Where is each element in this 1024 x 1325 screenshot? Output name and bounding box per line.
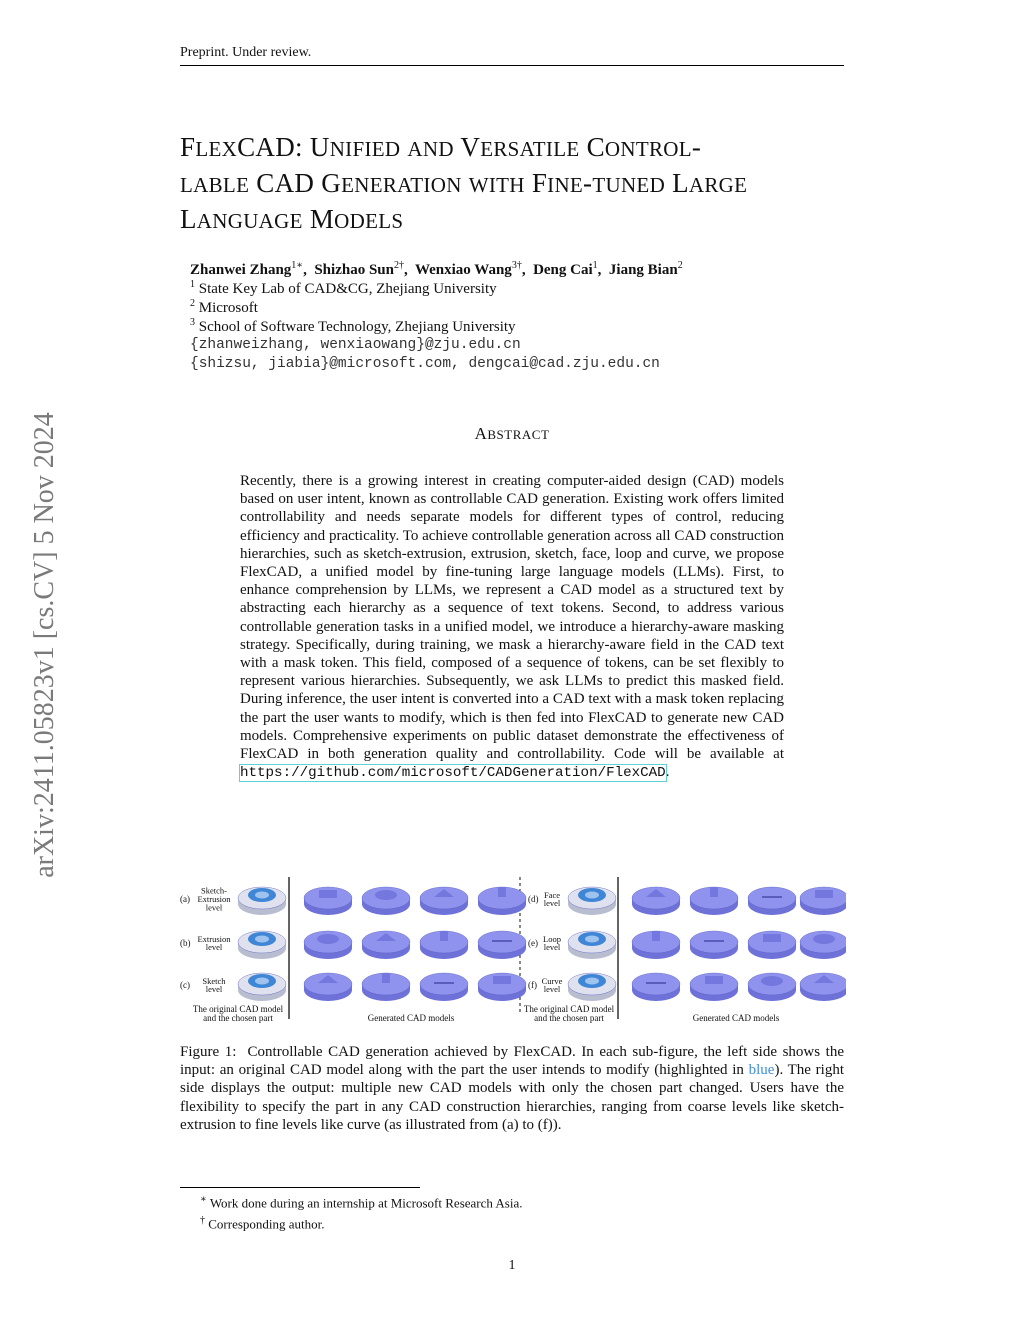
running-header: Preprint. Under review. bbox=[180, 45, 312, 60]
title-line-1: FLEXCAD: UNIFIED AND VERSATILE CONTROL- bbox=[180, 132, 702, 162]
generated-cad-model bbox=[304, 973, 352, 1001]
title-line-3: LANGUAGE MODELS bbox=[180, 204, 404, 234]
generated-cad-model bbox=[690, 887, 738, 915]
generated-cad-model bbox=[420, 887, 468, 915]
generated-cad-model bbox=[420, 931, 468, 959]
affiliation-2: $^2$ Microsoft bbox=[190, 298, 258, 316]
author: Shizhao Sun$^{2\dagger}$, bbox=[314, 260, 415, 278]
generated-cad-model bbox=[800, 973, 846, 1001]
generated-caption-left: Generated CAD models bbox=[367, 1013, 455, 1023]
generated-cad-model bbox=[478, 973, 526, 1001]
subfigure-letter: (c) bbox=[180, 980, 190, 990]
footnotes bbox=[200, 1191, 523, 1234]
figure-1 bbox=[178, 873, 846, 1025]
author: Wenxiao Wang$^{3\dagger}$, bbox=[414, 260, 534, 278]
subfigure-label-line: level bbox=[543, 984, 561, 995]
subfigure-label-line: Extrusion bbox=[197, 933, 231, 944]
page-number: 1 bbox=[508, 1258, 516, 1273]
original-cad-model bbox=[568, 973, 616, 1001]
subfigure-label-line: level bbox=[205, 942, 223, 953]
original-cad-model bbox=[238, 887, 286, 915]
subfigure-letter: (d) bbox=[528, 894, 539, 904]
subfigure-letter: (e) bbox=[528, 938, 538, 948]
subfigure-label-line: Sketch bbox=[202, 975, 226, 986]
original-caption-line-1: The original CAD model bbox=[192, 1004, 284, 1014]
original-cad-model bbox=[568, 887, 616, 915]
header-rule bbox=[180, 65, 844, 66]
subfigure-label-line: Curve bbox=[541, 975, 563, 986]
original-cad-model bbox=[238, 973, 286, 1001]
subfigure-label-line: level bbox=[205, 984, 223, 995]
subfigure-label-line: level bbox=[543, 942, 561, 953]
abstract-body: Recently, there is a growing interest in creating computer-aided design (CAD) models based on user intent, known as controllable CAD generation. Existing work offers limited controllability and needs separate models for different types of control, reducing efficiency and practicality. To achieve controllable generation across all CAD construction hierarchies, such as sketch-extrusion, extrusion, sketch, face, loop and curve, we propose FlexCAD, a unified model by fine-tuning large language models (LLMs). First, to enhance comprehension by LLMs, we represent a CAD model as a structured text by abstracting each hierarchy as a sequence of text tokens. Second, to address various controllable generation tasks in a unified model, we introduce a hierarchy-aware masking strategy. Specifically, during training, we mask a hierarchy-aware field in the CAD text with a mask token. This field, composed of a sequence of tokens, can be set flexibly to represent various hierarchies. Subsequently, we ask LLMs to predict this masked field. During inference, the user intent is converted into a CAD text with a mask token replacing the part the user wants to modify, which is then fed into FlexCAD to generate new CAD models. Comprehensive experiments on public dataset demonstrate the effectiveness of FlexCAD in both generation quality and controllability. Code will be available at https://github.com/microsoft/CADGeneration/FlexCAD. bbox=[240, 473, 784, 782]
generated-cad-model bbox=[304, 887, 352, 915]
subfigure-letter: (a) bbox=[180, 894, 190, 904]
generated-cad-model bbox=[362, 931, 410, 959]
generated-cad-model bbox=[632, 887, 680, 915]
generated-cad-model bbox=[632, 931, 680, 959]
generated-cad-model bbox=[748, 973, 796, 1001]
paper-title bbox=[180, 130, 844, 238]
arxiv-stamp: arXiv:2411.05823v1 [cs.CV] 5 Nov 2024 bbox=[29, 412, 60, 878]
generated-cad-model bbox=[800, 887, 846, 915]
abstract-heading: ABSTRACT bbox=[474, 424, 550, 443]
author: Jiang Bian$^2$ bbox=[608, 260, 683, 278]
subfigure-label-line: level bbox=[543, 898, 561, 909]
original-caption-right-line-1: The original CAD model bbox=[523, 1004, 615, 1014]
generated-cad-model bbox=[632, 973, 680, 1001]
original-cad-model bbox=[568, 931, 616, 959]
generated-cad-model bbox=[748, 931, 796, 959]
affiliation-1: $^1$ State Key Lab of CAD&CG, Zhejiang University bbox=[190, 279, 497, 297]
generated-cad-model bbox=[362, 973, 410, 1001]
generated-cad-model bbox=[690, 973, 738, 1001]
original-caption-line-2: and the chosen part bbox=[203, 1013, 273, 1023]
original-cad-model bbox=[238, 931, 286, 959]
generated-cad-model bbox=[304, 931, 352, 959]
original-caption-right-line-2: and the chosen part bbox=[534, 1013, 604, 1023]
email-line-1: {zhanweizhang, wenxiaowang}@zju.edu.cn bbox=[190, 337, 521, 353]
subfigure-label-line: Face bbox=[543, 889, 561, 900]
subfigure-label-line: Loop bbox=[543, 933, 561, 944]
generated-cad-model bbox=[478, 887, 526, 915]
subfigure-letter: (b) bbox=[180, 938, 191, 948]
affiliation-3: $^3$ School of Software Technology, Zhejiang University bbox=[190, 317, 516, 335]
subfigure-label-line: Extrusion bbox=[197, 894, 231, 904]
generated-caption-right: Generated CAD models bbox=[692, 1013, 780, 1023]
subfigure-letter: (f) bbox=[528, 980, 537, 990]
title-line-2: LABLE CAD GENERATION WITH FINE-TUNED LARGE bbox=[180, 168, 748, 198]
generated-cad-model bbox=[748, 887, 796, 915]
generated-cad-model bbox=[478, 931, 526, 959]
author: Deng Cai$^1$, bbox=[533, 260, 609, 278]
author-list bbox=[190, 260, 683, 279]
footnote-rule bbox=[180, 1187, 420, 1188]
footnote-2: † Corresponding author. bbox=[200, 1215, 325, 1232]
generated-cad-model bbox=[362, 887, 410, 915]
generated-cad-model bbox=[690, 931, 738, 959]
generated-cad-model bbox=[420, 973, 468, 1001]
subfigure-label-line: Sketch- bbox=[201, 885, 227, 896]
author: Zhanwei Zhang$^{1∗}$, bbox=[190, 260, 315, 278]
subfigure-label-line: level bbox=[205, 902, 223, 913]
generated-cad-model bbox=[800, 931, 846, 959]
figure-caption: Figure 1: Controllable CAD generation achieved by FlexCAD. In each sub-figure, the left side shows the input: an original CAD model along with the part the user intends to modify (highlighted in blue). The right side displays the output: multiple new CAD models with only the chosen part changed. Users have the flexibility to specify the part in any CAD construction hierarchies, ranging from coarse levels like sketch-extrusion to fine levels like curve (as illustrated from (a) to (f)). bbox=[180, 1044, 844, 1133]
footnote-1: ∗ Work done during an internship at Microsoft Research Asia. bbox=[200, 1194, 523, 1211]
email-line-2: {shizsu, jiabia}@microsoft.com, dengcai@cad.zju.edu.cn bbox=[190, 356, 660, 372]
caption-blue-word: blue bbox=[748, 1062, 775, 1079]
code-link[interactable]: https://github.com/microsoft/CADGeneration/FlexCAD bbox=[240, 765, 666, 782]
